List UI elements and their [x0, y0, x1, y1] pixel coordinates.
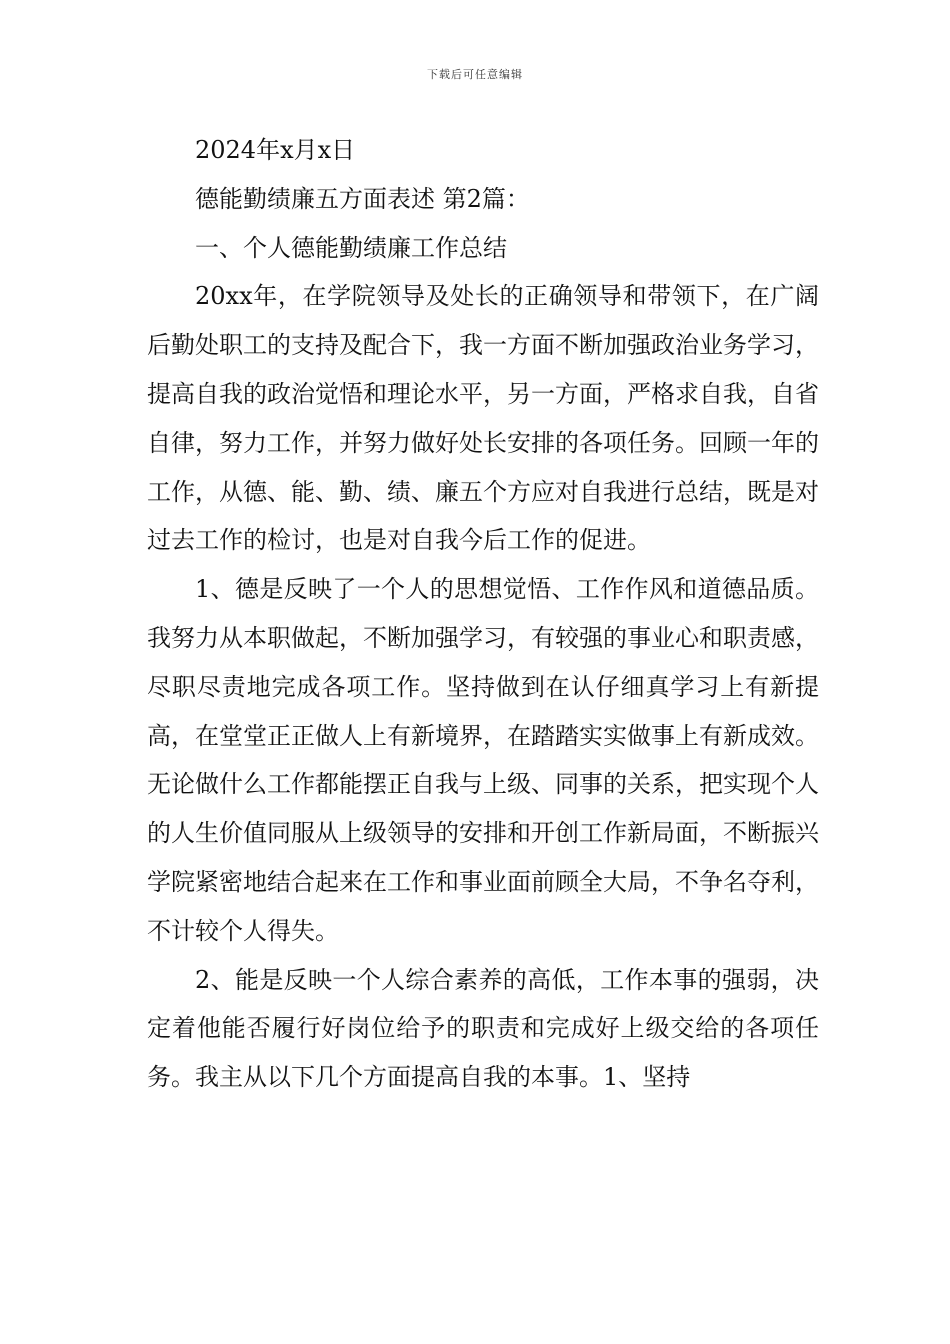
document-header-note: 下载后可任意编辑 — [427, 68, 523, 81]
paragraph-neng: 2、能是反映一个人综合素养的高低，工作本事的强弱，决定着他能否履行好岗位给予的职责和完成好上级交给的各项任务。我主从以下几个方面提高自我的本事。1、坚持 — [147, 965, 819, 1092]
article-title: 德能勤绩廉五方面表述 第2篇： — [195, 184, 530, 213]
section-heading: 一、个人德能勤绩廉工作总结 — [195, 233, 507, 262]
paragraph-de: 1、德是反映了一个人的思想觉悟、工作作风和道德品质。我努力从本职做起，不断加强学习，有较强的事业心和职责感，尽职尽责地完成各项工作。坚持做到在认仔细真学习上有新提高，在堂堂正正做人上有新境界，在踏踏实实做事上有新成效。无论做什么工作都能摆正自我与上级、同事的关系，把实现个人的人生价值同服从上级领导的安排和开创工作新局面，不断振兴学院紧密地结合起来在工作和事业面前顾全大局，不争名夺利，不计较个人得失。 — [147, 575, 819, 945]
paragraph-intro: 20xx年，在学院领导及处长的正确领导和带领下，在广阔后勤处职工的支持及配合下，我一方面不断加强政治业务学习，提高自我的政治觉悟和理论水平，另一方面，严格求自我，自省自律，努力工作，并努力做好处长安排的各项任务。回顾一年的工作，从德、能、勤、绩、廉五个方应对自我进行总结，既是对过去工作的检讨，也是对自我今后工作的促进。 — [147, 282, 819, 555]
document-date: 2024年x月x日 — [195, 136, 356, 164]
document-body — [147, 126, 819, 1102]
